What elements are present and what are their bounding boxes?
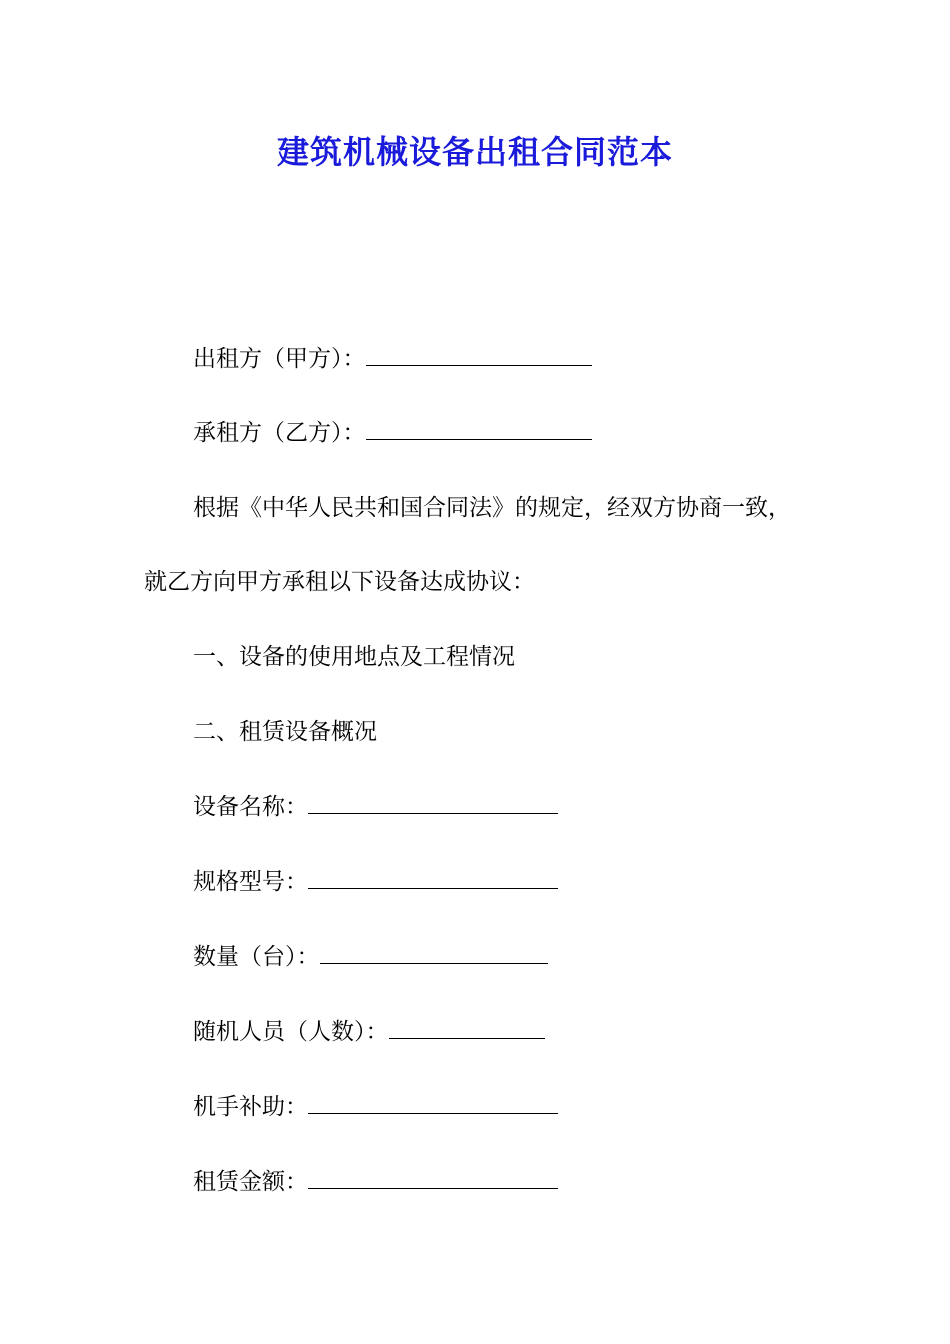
lessor-label: 出租方（甲方）： <box>193 346 366 372</box>
lessor-line <box>193 342 592 376</box>
rental-amount-label: 租赁金额： <box>193 1169 308 1195</box>
staff-label: 随机人员（人数）： <box>193 1019 389 1045</box>
lessee-label: 承租方（乙方）： <box>193 420 366 446</box>
section-1-heading: 一、设备的使用地点及工程情况 <box>193 644 515 670</box>
operator-subsidy-line <box>193 1090 558 1124</box>
model-line <box>193 865 558 899</box>
operator-subsidy-label: 机手补助： <box>193 1094 308 1120</box>
intro-paragraph-line1: 根据《中华人民共和国合同法》的规定，经双方协商一致， <box>193 495 791 521</box>
rental-amount-line <box>193 1165 558 1199</box>
quantity-line <box>193 940 548 974</box>
equipment-name-line <box>193 790 558 824</box>
document-title: 建筑机械设备出租合同范本 <box>276 133 673 171</box>
section-2-heading: 二、租赁设备概况 <box>193 719 377 745</box>
quantity-blank <box>320 941 548 964</box>
lessee-blank <box>366 417 592 440</box>
lessee-line <box>193 416 592 450</box>
model-blank <box>308 866 558 889</box>
lessor-blank <box>366 343 592 366</box>
staff-line <box>193 1015 545 1049</box>
operator-subsidy-blank <box>308 1091 558 1114</box>
model-label: 规格型号： <box>193 869 308 895</box>
equipment-name-label: 设备名称： <box>193 794 308 820</box>
staff-blank <box>389 1016 545 1039</box>
intro-paragraph-line2: 就乙方向甲方承租以下设备达成协议： <box>144 569 535 595</box>
equipment-name-blank <box>308 791 558 814</box>
quantity-label: 数量（台）： <box>193 944 320 970</box>
rental-amount-blank <box>308 1166 558 1189</box>
